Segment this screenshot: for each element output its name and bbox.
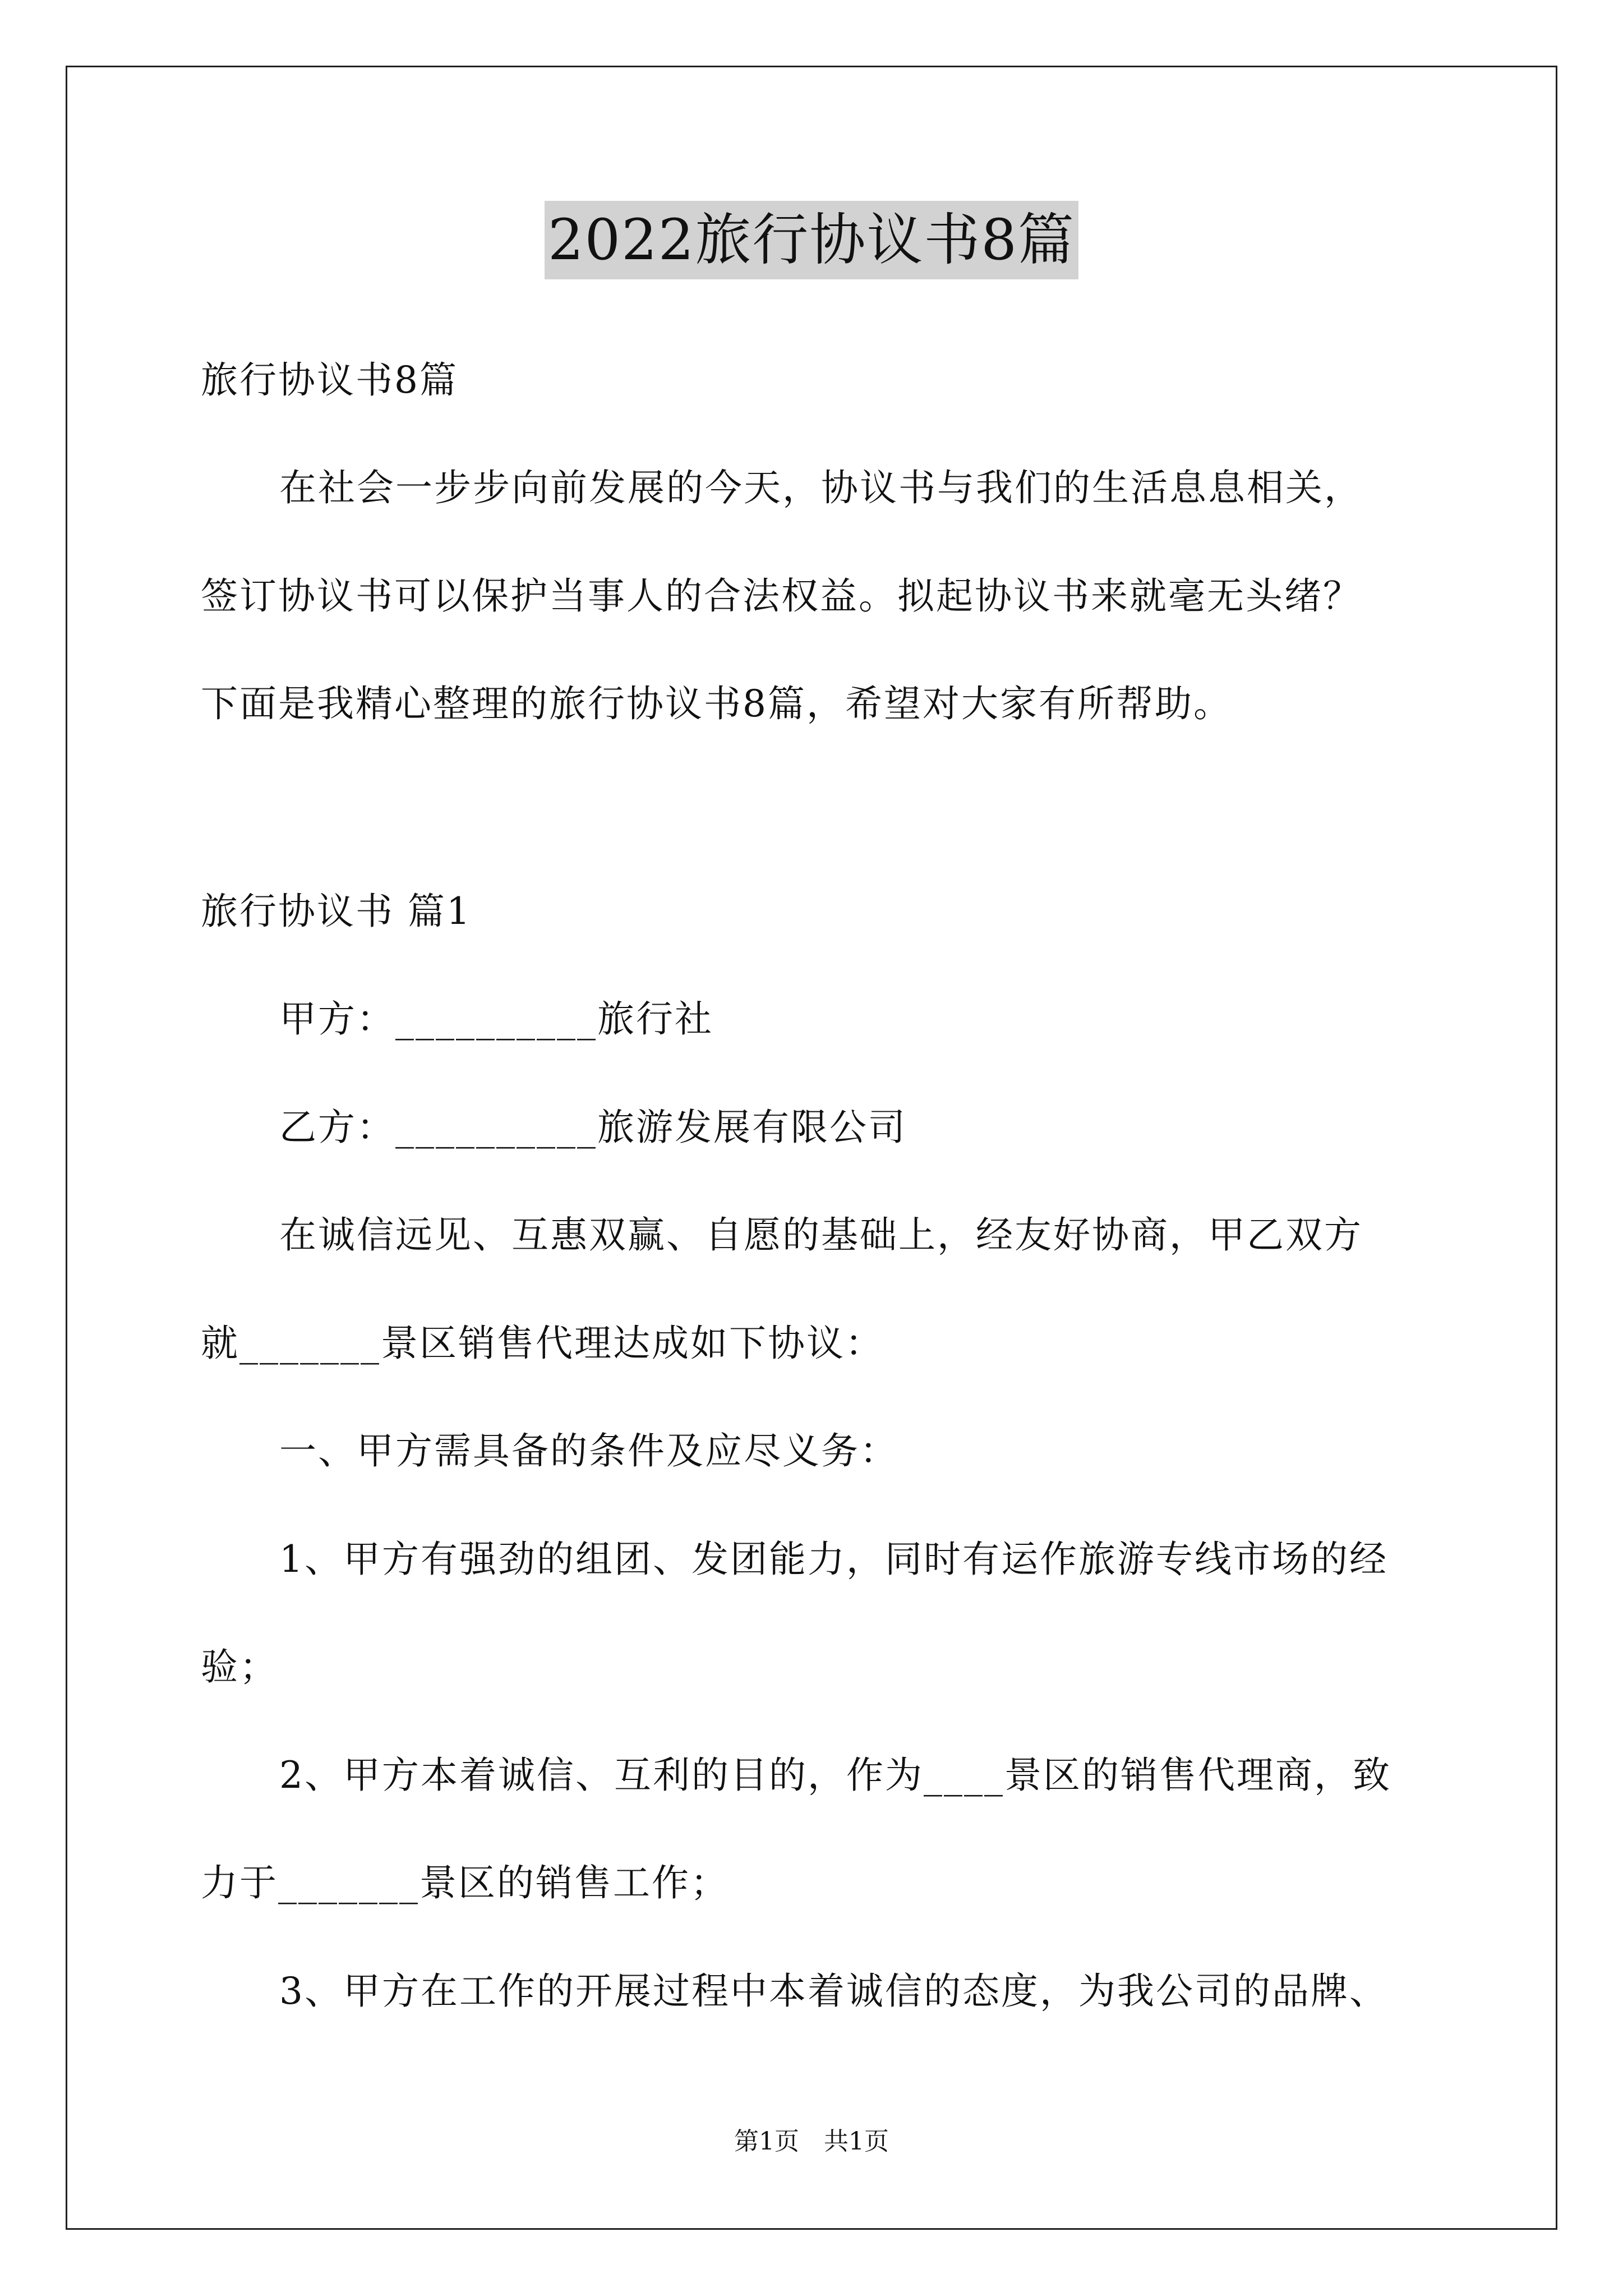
clause-1-line-1: 1、甲方有强劲的组团、发团能力，同时有运作旅游专线市场的经 xyxy=(279,1538,1388,1581)
intro-paragraph-line-1: 在社会一步步向前发展的今天，协议书与我们的生活息息相关， xyxy=(279,466,1363,509)
intro-paragraph-line-2: 签订协议书可以保护当事人的合法权益。拟起协议书来就毫无头绪？ xyxy=(201,574,1362,618)
intro-paragraph-line-3: 下面是我精心整理的旅行协议书8篇，希望对大家有所帮助。 xyxy=(201,682,1232,725)
clause-3-line-1: 3、甲方在工作的开展过程中本着诚信的态度，为我公司的品牌、 xyxy=(279,1970,1388,2013)
page-footer: 第1页 共1页 xyxy=(734,2127,889,2156)
title-container xyxy=(0,201,1623,279)
agreement-intro-line-2: 就_______景区销售代理达成如下协议： xyxy=(201,1322,884,1365)
clause-1-line-2: 验； xyxy=(201,1645,278,1688)
party-a-line: 甲方：__________旅行社 xyxy=(279,997,713,1041)
agreement-intro-line-1: 在诚信远见、互惠双赢、自愿的基础上，经友好协商，甲乙双方 xyxy=(279,1213,1363,1257)
clause-2-line-1: 2、甲方本着诚信、互利的目的，作为____景区的销售代理商，致 xyxy=(279,1754,1391,1797)
document-title: 2022旅行协议书8篇 xyxy=(545,201,1078,279)
section-heading: 旅行协议书 篇1 xyxy=(201,890,472,933)
subtitle-line: 旅行协议书8篇 xyxy=(201,358,458,402)
clause-2-line-2: 力于_______景区的销售工作； xyxy=(201,1861,729,1904)
party-b-line: 乙方：__________旅游发展有限公司 xyxy=(279,1106,907,1149)
clause-heading-1: 一、甲方需具备的条件及应尽义务： xyxy=(279,1429,898,1473)
